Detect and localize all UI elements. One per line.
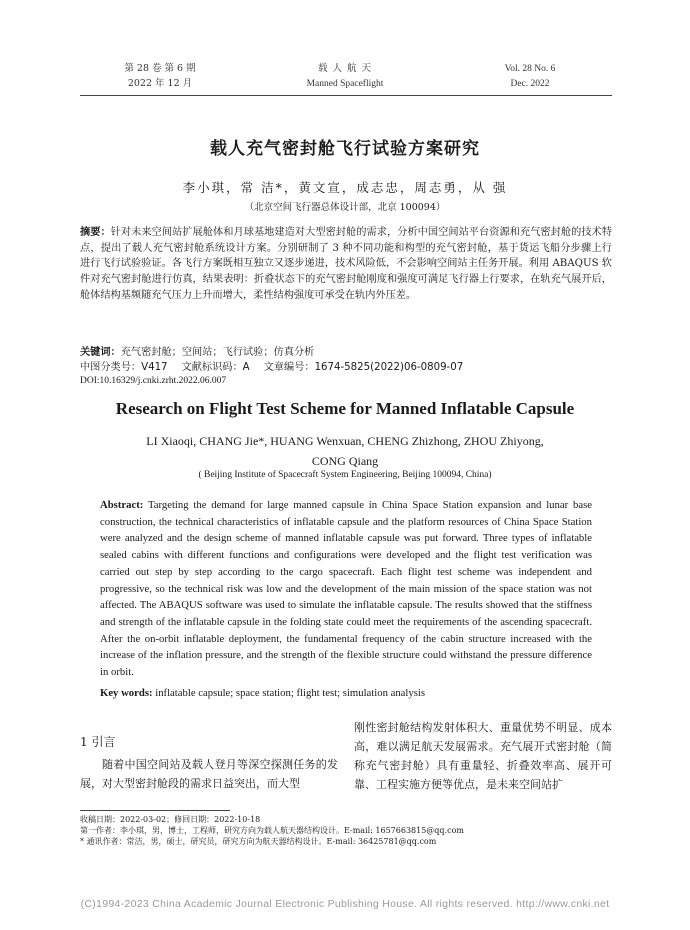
header-journal-en: Manned Spaceflight [306,79,384,89]
affiliation-en: ( Beijing Institute of Spacecraft System Engineering, Beijing 100094, China) [198,470,492,480]
abstract-en-text: Targeting the demand for large manned capsule in China Space Station expansion and lunar base construction, the technical characteristics of inflatable capsule and the platform resources of China Space Station were analyzed and the design scheme of manned inflatable capsule was put forward. Three types of inflatable sealed cabins with different functions and configurations were developed and the flight test verification was carried out step by step according to the cargo spacecraft. Each flight test scheme was independent and progressive, so the technical risk was low and the development of the main mission of the space station was not affected. The ABAQUS software was used to simulate the inflatable capsule. The results showed that the stiffness and strength of the inflatable capsule in the folding state could meet the requirements of the ascending spacecraft. After the on-orbit inflatable deployment, the fundamental frequency of the cabin structure increased with the increase of the inflation pressure, and the strength of the flexible structure could withstand the pressure difference in orbit. [100,499,592,679]
keywords-en-label: Key words: [100,687,153,699]
header-journal-cn: 载 人 航 天 [317,63,373,74]
abstract-cn-text: 针对未来空间站扩展舱体和月球基地建造对大型密封舱的需求，分析中国空间站平台资源和充气密封舱的技术特点，提出了载人充气密封舱系统设计方案。分别研制了 3 种不同功能和构型的充气密封舱，基于货运飞船分步骤上行进行飞行试验验证。各飞行方案既相互独立又逐步递进，技术风险低，不会影响空间站主任务开展。利用 ABAQUS 软件对充气密封舱进行仿真，结果表明：折叠状态下的充气密封舱刚度和强度可满足飞行器上行要求，在轨充气展开后，舱体结构基频随充气压力上升而增大，柔性结构强度可承受在轨内外压差。 [80,227,613,301]
authors-cn: 李小琪，常 洁*，黄文宣，成志忠，周志勇，从 强 [182,180,508,195]
header-date-cn: 2022 年 12 月 [127,78,193,89]
footnote-dates: 收稿日期：2022-03-02；修回日期：2022-10-18 [80,815,261,824]
paper-title-cn: 载人充气密封舱飞行试验方案研究 [210,139,480,159]
document-code: 文献标识码：A [181,362,250,373]
header-volume-issue: 第 28 卷 第 6 期 [124,63,196,74]
header-date-en: Dec. 2022 [510,79,550,89]
affiliation-cn: （北京空间飞行器总体设计部，北京 100094） [244,202,446,213]
keywords-cn-text: 充气密封舱；空间站；飞行试验；仿真分析 [120,347,315,358]
abstract-en-label: Abstract: [100,499,144,511]
keywords-en-text: inflatable capsule; space station; flight test; simulation analysis [152,687,426,699]
authors-en-line2: CONG Qiang [311,454,379,468]
article-number: 文章编号：1674-5825(2022)06-0809-07 [263,362,464,373]
authors-en-line1: LI Xiaoqi, CHANG Jie*, HUANG Wenxuan, CHENG Zhizhong, ZHOU Zhiyong, [146,434,544,448]
keywords-cn-label: 关键词： [80,346,121,358]
footnote-rule [80,810,230,811]
doi: DOI:10.16329/j.cnki.zrht.2022.06.007 [80,376,227,386]
footnote-first-author: 第一作者：李小琪，男，博士，工程师，研究方向为载人航天器结构设计。E-mail: 1657663815@qq.com [80,826,464,835]
paper-title-en: Research on Flight Test Scheme for Manned Inflatable Capsule [115,399,575,418]
header-rule [80,95,612,96]
section-heading-introduction: 1 引言 [80,735,116,749]
footnote-corresponding-author: * 通讯作者：常洁，男，硕士，研究员，研究方向为航天器结构设计。E-mail: 36425781@qq.com [80,837,437,846]
abstract-cn [80,225,612,304]
clc-number: 中图分类号：V417 [80,362,168,373]
copyright-footer: (C)1994-2023 China Academic Journal Electronic Publishing House. All rights reserved. http://www.cnki.net [80,898,610,910]
header-volume-en: Vol. 28 No. 6 [504,64,556,74]
classification-line [80,361,612,375]
abstract-cn-label: 摘要： [80,226,111,238]
authors-en [100,431,590,471]
body-column-left: 随着中国空间站及载人登月等深空探测任务的发展，对大型密封舱段的需求日益突出，而大型 [80,758,338,790]
body-column-right: 刚性密封舱结构发射体积大、重量优势不明显、成本高，难以满足航天发展需求。充气展开式密封舱（简称充气密封舱）具有重量轻、折叠效率高、展开可靠、工程实施方便等优点，是未来空间站扩 [354,721,612,791]
keywords-cn [80,345,612,360]
keywords-en [100,685,592,701]
abstract-en [100,497,592,681]
